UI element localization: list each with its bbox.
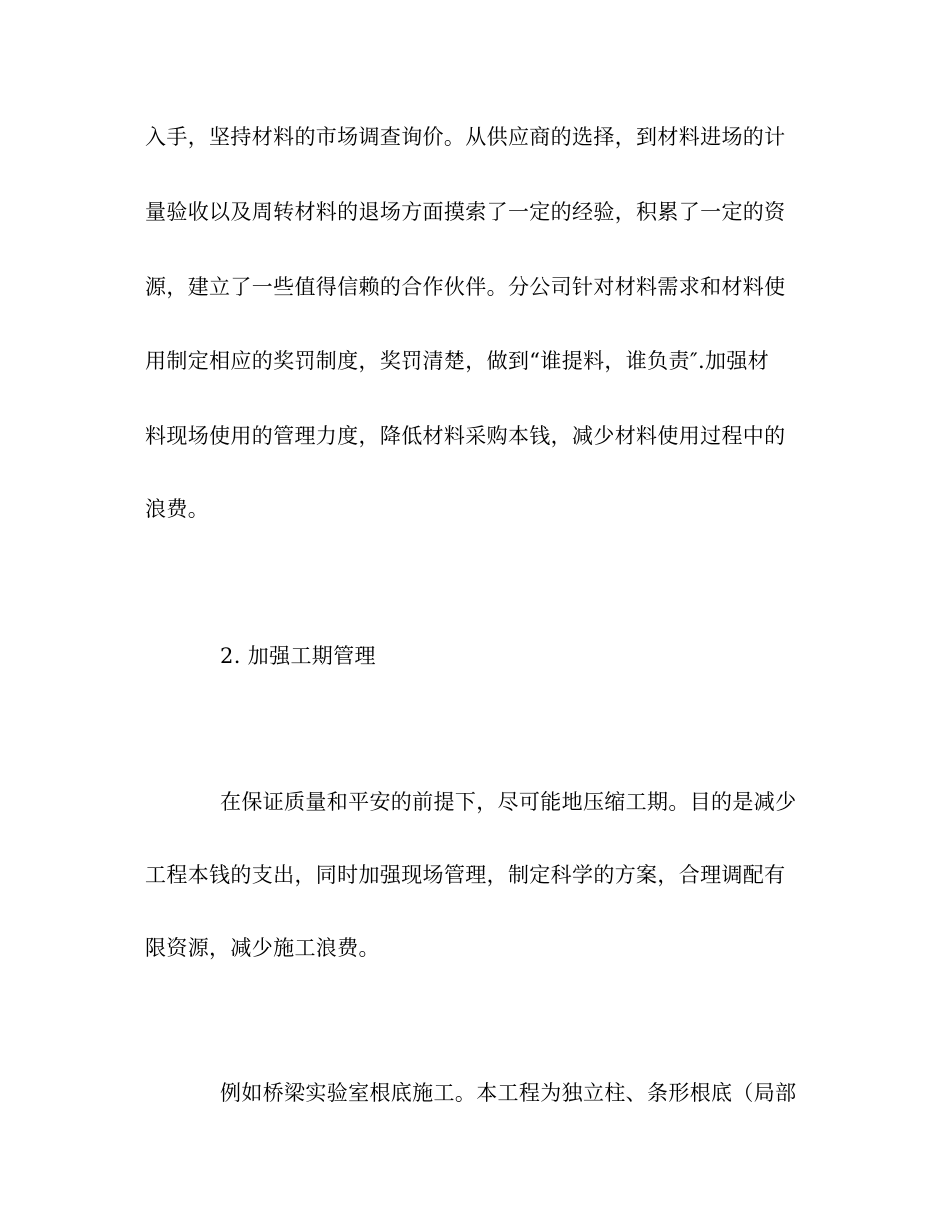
paragraph-line: 工程本钱的支出，同时加强现场管理，制定科学的方案，合理调配有 [145,863,786,887]
paragraph-line: 用制定相应的奖罚制度，奖罚清楚，做到“谁提料，谁负责″.加强材 [145,349,770,373]
paragraph-line: 量验收以及周转材料的退场方面摸索了一定的经验，积累了一定的资 [145,200,786,224]
paragraph-line: 限资源，减少施工浪费。 [145,936,380,960]
paragraph-line: 入手，坚持材料的市场调查询价。从供应商的选择，到材料进场的计 [145,125,786,149]
paragraph-line: 源，建立了一些值得信赖的合作伙伴。分公司针对材料需求和材料使 [145,275,786,299]
paragraph-line: 在保证质量和平安的前提下，尽可能地压缩工期。目的是减少 [220,790,797,814]
paragraph-line: 例如桥梁实验室根底施工。本工程为独立柱、条形根底（局部 [220,1081,797,1105]
paragraph-line: 料现场使用的管理力度，降低材料采购本钱，减少材料使用过程中的 [145,424,786,448]
paragraph-line: 浪费。 [145,497,210,521]
section-heading: 2. 加强工期管理 [220,644,376,668]
